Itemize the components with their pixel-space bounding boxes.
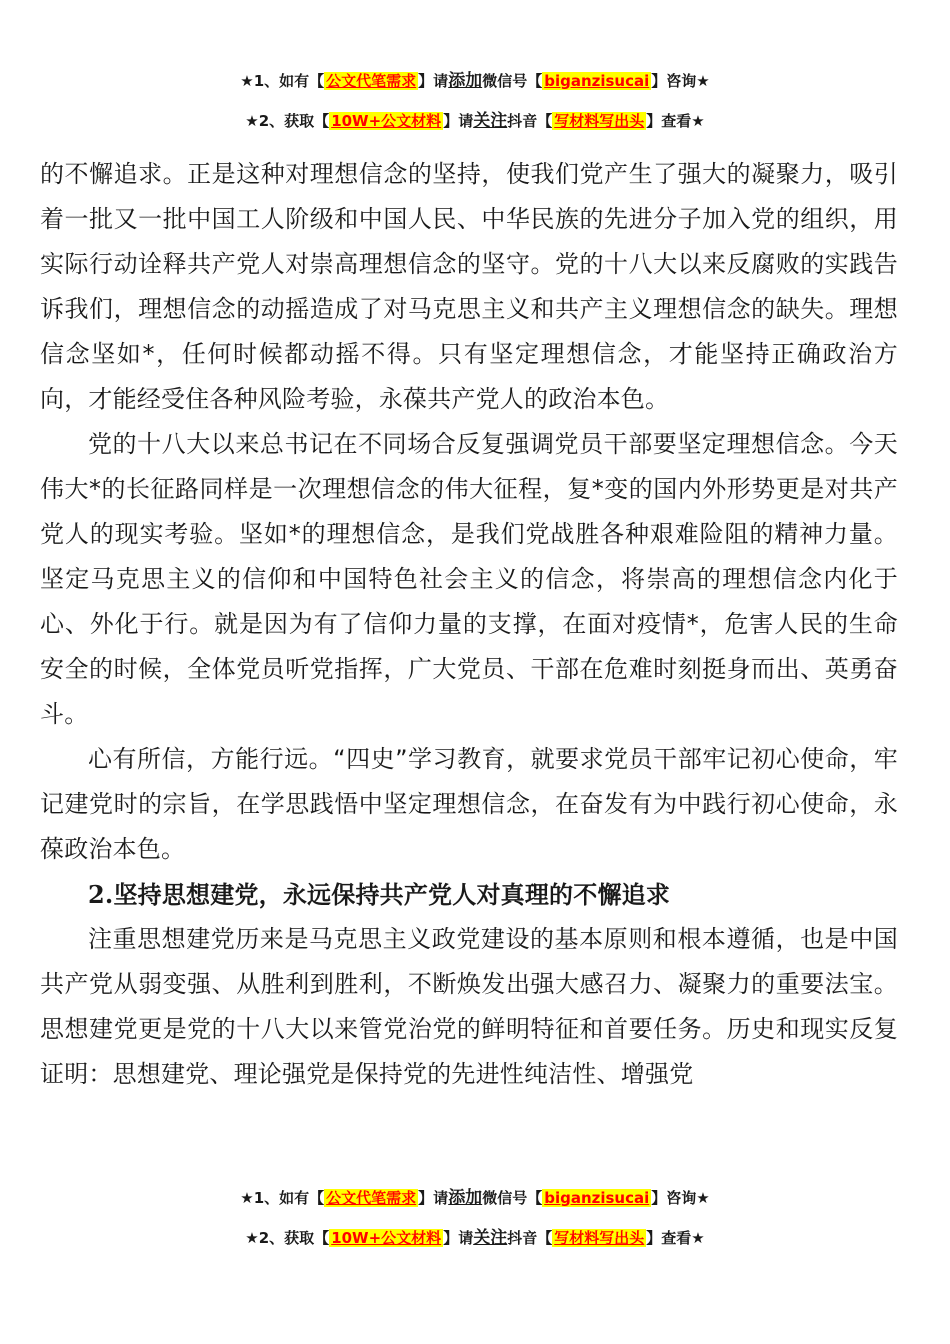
paragraph: 党的十八大以来总书记在不同场合反复强调党员干部要坚定理想信念。今天伟大*的长征路同样是一次理想信念的伟大征程，复*变的国内外形势更是对共产党人的现实考验。坚如*的理想信念，是我们党战胜各种艰难险阻的精神力量。坚定马克思主义的信仰和中国特色社会主义的信念，将崇高的理想信念内化于心、外化于行。就是因为有了信仰力量的支撑，在面对疫情*，危害人民的生命安全的时候，全体党员听党指挥，广大党员、干部在危难时刻挺身而出、英勇奋斗。 [40,430,898,728]
banner-emphasis: 添加 [448,1188,483,1208]
banner-mid: 】请 [418,1189,449,1207]
banner-mid: 】请 [443,112,474,130]
paragraph: 心有所信，方能行远。“四史”学习教育，就要求党员干部牢记初心使命，牢记建党时的宗旨，在学思践悟中坚定理想信念，在奋发有为中践行初心使命，永葆政治本色。 [40,745,898,863]
banner-highlight-service: 公文代笔需求 [326,1189,417,1207]
banner-emphasis: 添加 [448,71,483,91]
banner-mid: 抖音【 [507,112,553,130]
banner-mid: 抖音【 [507,1229,553,1247]
footer-banner-line2 [0,1227,950,1249]
document-body [40,152,898,1097]
banner-suffix: 】查看★ [646,1229,705,1247]
banner-mid: 微信号【 [482,72,543,90]
banner-suffix: 】查看★ [646,112,705,130]
banner-prefix: ★2、获取【 [245,112,330,130]
banner-suffix: 】咨询★ [651,72,710,90]
banner-highlight-wechat-id: biganzisucai [544,1189,650,1207]
banner-emphasis: 关注 [473,111,508,131]
banner-prefix: ★1、如有【 [240,72,325,90]
banner-highlight-wechat-id: biganzisucai [544,72,650,90]
header-banner-line1 [0,70,950,92]
banner-mid: 】请 [418,72,449,90]
banner-highlight-douyin: 写材料写出头 [554,1229,645,1247]
paragraph: 注重思想建党历来是马克思主义政党建设的基本原则和根本遵循，也是中国共产党从弱变强、从胜利到胜利，不断焕发出强大感召力、凝聚力的重要法宝。思想建党更是党的十八大以来管党治党的鲜明特征和首要任务。历史和现实反复证明：思想建党、理论强党是保持党的先进性纯洁性、增强党 [40,925,898,1088]
banner-highlight-materials: 10W+公文材料 [331,112,442,130]
header-banner-line2 [0,110,950,132]
banner-emphasis: 关注 [473,1228,508,1248]
paragraph: 的不懈追求。正是这种对理想信念的坚持，使我们党产生了强大的凝聚力，吸引着一批又一批中国工人阶级和中国人民、中华民族的先进分子加入党的组织，用实际行动诠释共产党人对崇高理想信念的坚守。党的十八大以来反腐败的实践告诉我们，理想信念的动摇造成了对马克思主义和共产主义理想信念的缺失。理想信念坚如*，任何时候都动摇不得。只有坚定理想信念，才能坚持正确政治方向，才能经受住各种风险考验，永葆共产党人的政治本色。 [40,160,898,413]
banner-mid: 微信号【 [482,1189,543,1207]
banner-highlight-service: 公文代笔需求 [326,72,417,90]
banner-mid: 】请 [443,1229,474,1247]
banner-prefix: ★1、如有【 [240,1189,325,1207]
banner-highlight-douyin: 写材料写出头 [554,112,645,130]
footer-banner-line1 [0,1187,950,1209]
banner-prefix: ★2、获取【 [245,1229,330,1247]
banner-suffix: 】咨询★ [651,1189,710,1207]
section-heading: 2.坚持思想建党，永远保持共产党人对真理的不懈追求 [88,880,671,909]
banner-highlight-materials: 10W+公文材料 [331,1229,442,1247]
